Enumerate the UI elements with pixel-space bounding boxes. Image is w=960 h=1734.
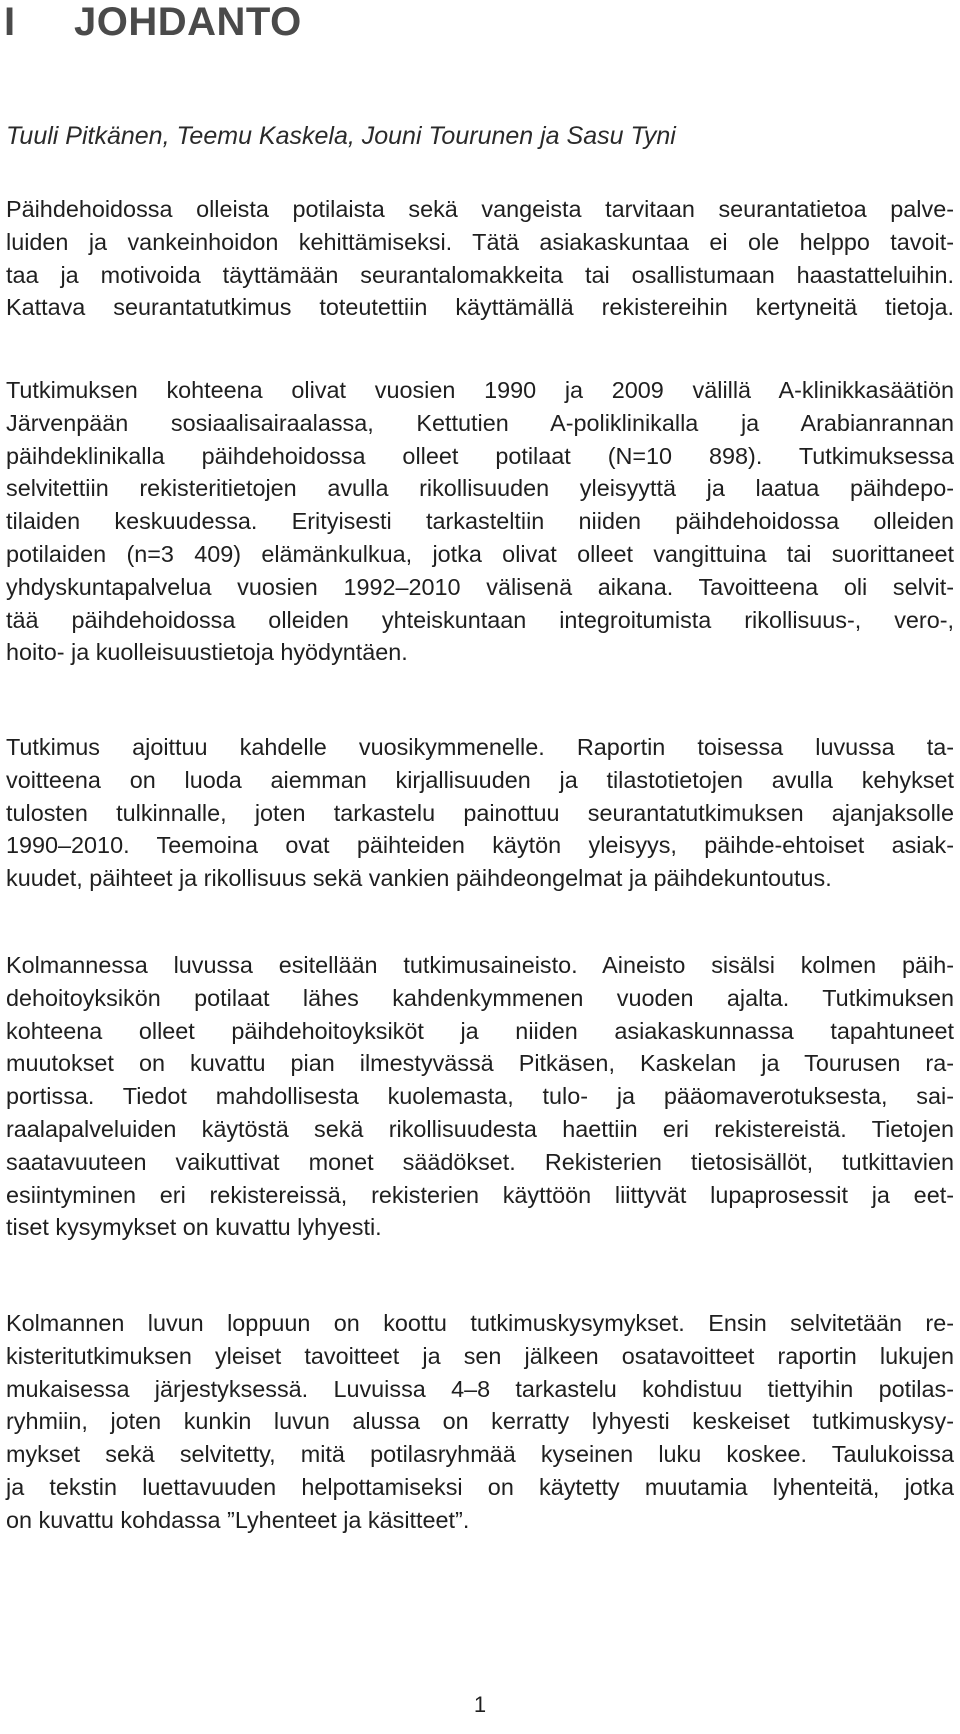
text-line: portissa. Tiedot mahdollisesta kuolemasta, tulo- ja pääomaverotuksesta, sai-: [6, 1083, 954, 1110]
text-line: kohteena olleet päihdehoitoyksiköt ja niiden asiakaskunnassa tapahtuneet: [6, 1017, 954, 1044]
text-line: taa ja motivoida täyttämään seurantalomakkeita tai osallistumaan haastatteluihin.: [6, 261, 954, 288]
chapter-number: I: [4, 0, 16, 44]
text-line: 1990–2010. Teemoina ovat päihteiden käytön yleisyys, päihde-ehtoiset asiak-: [6, 832, 954, 859]
paragraph: [6, 949, 954, 1244]
text-line: Kolmannessa luvussa esitellään tutkimusaineisto. Aineisto sisälsi kolmen päih-: [6, 952, 954, 978]
paragraph: [6, 1307, 954, 1537]
text-line: on kuvattu kohdassa ”Lyhenteet ja käsitteet”.: [6, 1506, 470, 1533]
text-line: tilaiden keskuudessa. Erityisesti tarkasteltiin niiden päihdehoidossa olleiden: [6, 508, 954, 535]
text-line: kuudet, päihteet ja rikollisuus sekä vankien päihdeongelmat ja päihdekuntoutus.: [6, 865, 832, 892]
text-line: Kolmannen luvun loppuun on koottu tutkimuskysymykset. Ensin selvitetään re-: [6, 1310, 954, 1336]
paragraph: [6, 731, 954, 895]
text-line: mykset sekä selvitetty, mitä potilasryhmää kyseinen luku koskee. Taulukoissa: [6, 1441, 954, 1468]
text-line: kisteritutkimuksen yleiset tavoitteet ja sen jälkeen osatavoitteet raportin lukujen: [6, 1342, 954, 1369]
text-line: muutokset on kuvattu pian ilmestyvässä Pitkäsen, Kaskelan ja Tourusen ra-: [6, 1050, 954, 1077]
text-line: saatavuuteen vaikuttivat monet säädökset. Rekisterien tietosisällöt, tutkittavien: [6, 1148, 954, 1175]
text-line: Tutkimus ajoittuu kahdelle vuosikymmenelle. Raportin toisessa luvussa ta-: [6, 734, 954, 760]
paragraph: [6, 193, 954, 324]
text-line: hoito- ja kuolleisuustietoja hyödyntäen.: [6, 639, 408, 666]
text-line: esiintyminen eri rekistereissä, rekisterien käyttöön liittyvät lupaprosessit ja eet-: [6, 1181, 954, 1208]
text-line: Järvenpään sosiaalisairaalassa, Kettutien A-poliklinikalla ja Arabianrannan: [6, 409, 954, 436]
text-line: Kattava seurantatutkimus toteutettiin käyttämällä rekistereihin kertyneitä tietoja.: [6, 294, 954, 321]
text-line: päihdeklinikalla päihdehoidossa olleet potilaat (N=10 898). Tutkimuksessa: [6, 442, 954, 469]
paragraph: [6, 374, 954, 669]
author-list: Tuuli Pitkänen, Teemu Kaskela, Jouni Tourunen ja Sasu Tyni: [6, 122, 676, 150]
text-line: Tutkimuksen kohteena olivat vuosien 1990 ja 2009 välillä A-klinikkasäätiön: [6, 377, 954, 403]
chapter-heading: [4, 0, 302, 44]
text-line: tulosten tulkinnalle, joten tarkastelu painottuu seurantatutkimuksen ajanjaksolle: [6, 799, 954, 826]
page-number: 1: [473, 1692, 487, 1717]
chapter-title: JOHDANTO: [74, 0, 302, 44]
text-line: Päihdehoidossa olleista potilaista sekä vangeista tarvitaan seurantatietoa palve-: [6, 196, 954, 222]
text-line: yhdyskuntapalvelua vuosien 1992–2010 välisenä aikana. Tavoitteena oli selvit-: [6, 573, 954, 600]
text-line: mukaisessa järjestyksessä. Luvuissa 4–8 tarkastelu kohdistuu tiettyihin potilas-: [6, 1375, 954, 1402]
text-line: dehoitoyksikön potilaat lähes kahdenkymmenen vuoden ajalta. Tutkimuksen: [6, 984, 954, 1011]
text-line: luiden ja vankeinhoidon kehittämiseksi. Tätä asiakaskuntaa ei ole helppo tavoit-: [6, 228, 954, 255]
text-line: potilaiden (n=3 409) elämänkulkua, jotka olivat olleet vangittuina tai suorittaneet: [6, 540, 954, 567]
text-line: voitteena on luoda aiemman kirjallisuuden ja tilastotietojen avulla kehykset: [6, 766, 954, 793]
text-line: ja tekstin luettavuuden helpottamiseksi on käytetty muutamia lyhenteitä, jotka: [6, 1473, 954, 1500]
text-line: raalapalveluiden käytöstä sekä rikollisuudesta haettiin eri rekistereistä. Tietojen: [6, 1115, 954, 1142]
text-line: tiset kysymykset on kuvattu lyhyesti.: [6, 1214, 382, 1241]
text-line: selvitettiin rekisteritietojen avulla rikollisuuden yleisyyttä ja laatua päihdepo-: [6, 475, 954, 502]
text-line: tää päihdehoidossa olleiden yhteiskuntaan integroitumista rikollisuus-, vero-,: [6, 606, 954, 633]
text-line: ryhmiin, joten kunkin luvun alussa on kerratty lyhyesti keskeiset tutkimuskysy-: [6, 1408, 954, 1435]
